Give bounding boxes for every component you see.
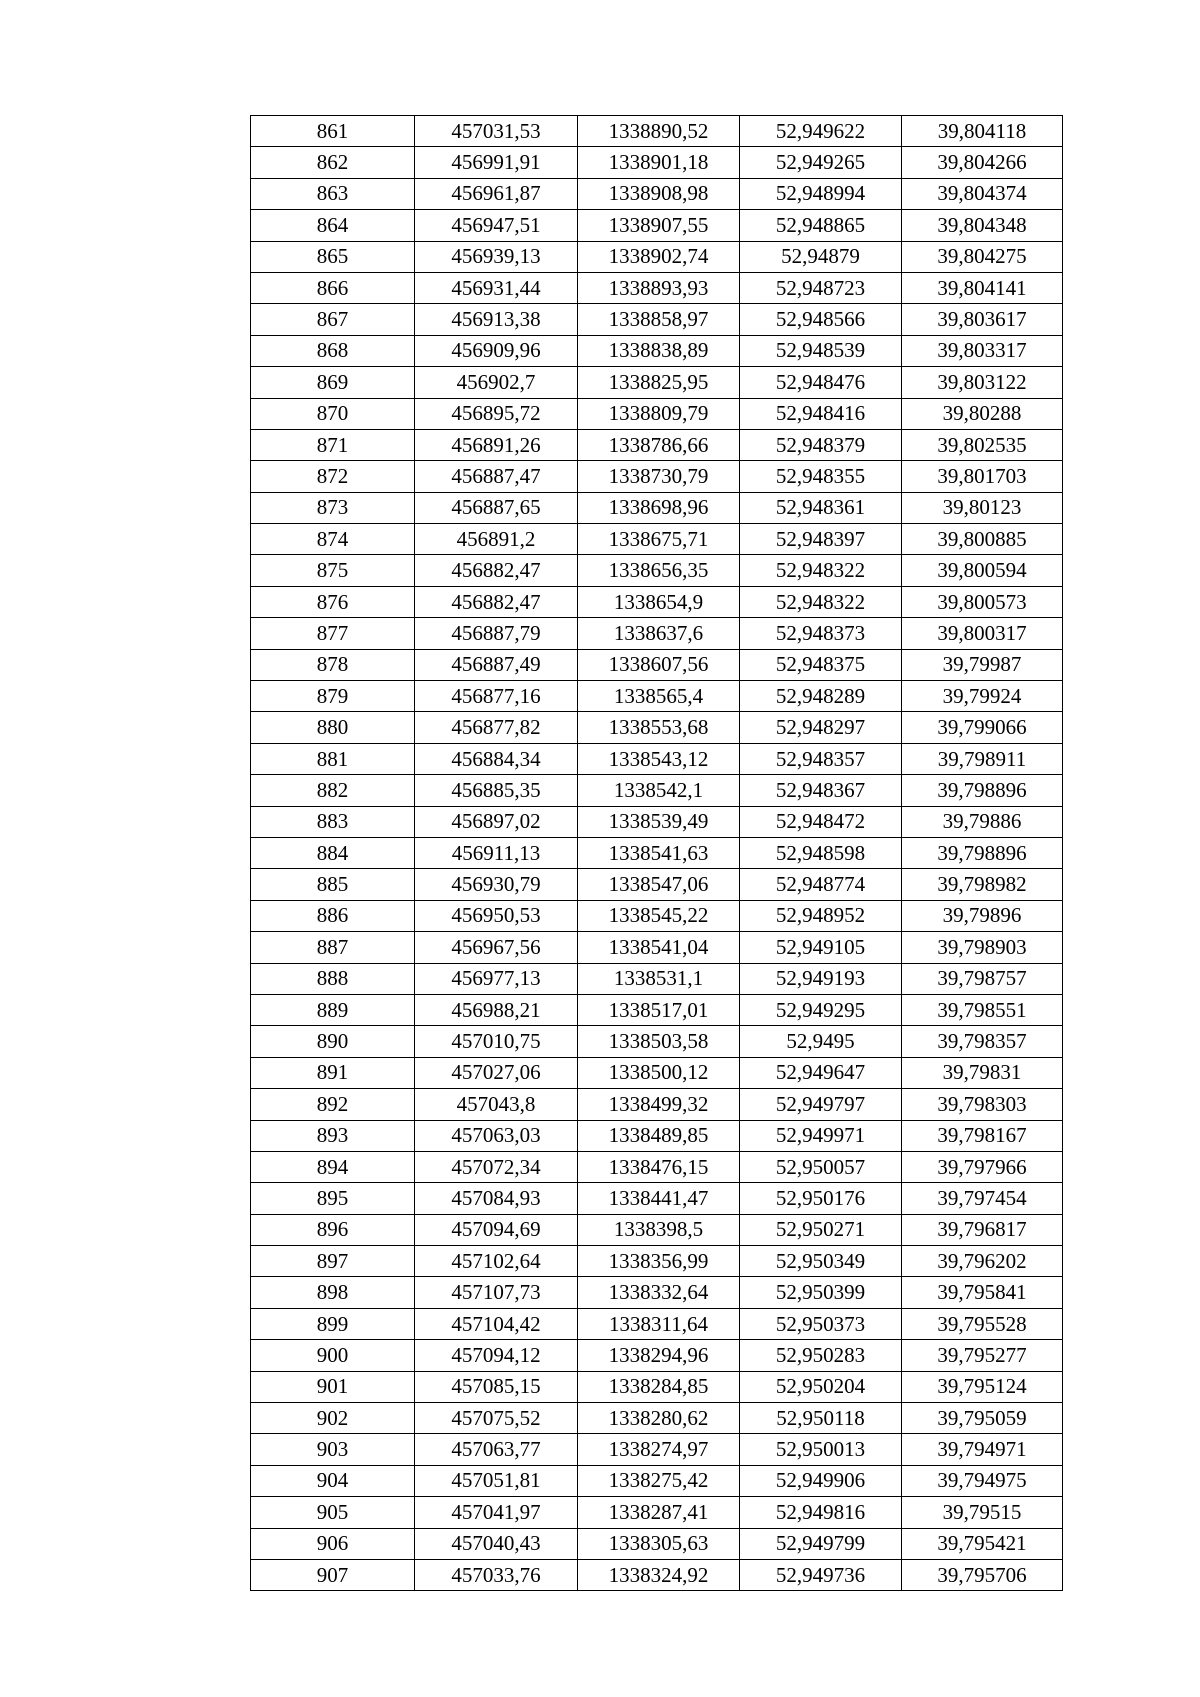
longitude-cell: 39,796817: [902, 1214, 1063, 1245]
latitude-cell: 52,948865: [740, 210, 902, 241]
latitude-cell: 52,9495: [740, 1026, 902, 1057]
x-coordinate-cell: 456930,79: [415, 869, 578, 900]
point-number-cell: 901: [251, 1371, 415, 1402]
longitude-cell: 39,802535: [902, 429, 1063, 460]
point-number-cell: 877: [251, 618, 415, 649]
point-number-cell: 876: [251, 586, 415, 617]
point-number-cell: 866: [251, 272, 415, 303]
x-coordinate-cell: 456902,7: [415, 367, 578, 398]
latitude-cell: 52,950057: [740, 1151, 902, 1182]
latitude-cell: 52,950013: [740, 1434, 902, 1465]
x-coordinate-cell: 456947,51: [415, 210, 578, 241]
y-coordinate-cell: 1338441,47: [578, 1183, 740, 1214]
table-row: [251, 837, 1063, 868]
y-coordinate-cell: 1338890,52: [578, 116, 740, 147]
x-coordinate-cell: 456882,47: [415, 586, 578, 617]
point-number-cell: 905: [251, 1497, 415, 1528]
latitude-cell: 52,94879: [740, 241, 902, 272]
y-coordinate-cell: 1338553,68: [578, 712, 740, 743]
x-coordinate-cell: 457010,75: [415, 1026, 578, 1057]
point-number-cell: 874: [251, 524, 415, 555]
x-coordinate-cell: 457027,06: [415, 1057, 578, 1088]
longitude-cell: 39,79896: [902, 900, 1063, 931]
table-row: [251, 1120, 1063, 1151]
table-row: [251, 1214, 1063, 1245]
point-number-cell: 889: [251, 994, 415, 1025]
longitude-cell: 39,798757: [902, 963, 1063, 994]
table-row: [251, 743, 1063, 774]
x-coordinate-cell: 456887,79: [415, 618, 578, 649]
latitude-cell: 52,948322: [740, 586, 902, 617]
longitude-cell: 39,798551: [902, 994, 1063, 1025]
y-coordinate-cell: 1338324,92: [578, 1559, 740, 1590]
x-coordinate-cell: 456884,34: [415, 743, 578, 774]
table-row: [251, 304, 1063, 335]
y-coordinate-cell: 1338284,85: [578, 1371, 740, 1402]
point-number-cell: 907: [251, 1559, 415, 1590]
longitude-cell: 39,794971: [902, 1434, 1063, 1465]
longitude-cell: 39,795277: [902, 1340, 1063, 1371]
y-coordinate-cell: 1338517,01: [578, 994, 740, 1025]
y-coordinate-cell: 1338545,22: [578, 900, 740, 931]
point-number-cell: 897: [251, 1246, 415, 1277]
point-number-cell: 862: [251, 147, 415, 178]
longitude-cell: 39,804266: [902, 147, 1063, 178]
y-coordinate-cell: 1338637,6: [578, 618, 740, 649]
point-number-cell: 891: [251, 1057, 415, 1088]
longitude-cell: 39,798911: [902, 743, 1063, 774]
table-row: [251, 1371, 1063, 1402]
latitude-cell: 52,948367: [740, 775, 902, 806]
latitude-cell: 52,948397: [740, 524, 902, 555]
longitude-cell: 39,798982: [902, 869, 1063, 900]
latitude-cell: 52,950118: [740, 1403, 902, 1434]
y-coordinate-cell: 1338901,18: [578, 147, 740, 178]
longitude-cell: 39,795841: [902, 1277, 1063, 1308]
y-coordinate-cell: 1338287,41: [578, 1497, 740, 1528]
x-coordinate-cell: 456891,2: [415, 524, 578, 555]
x-coordinate-cell: 456887,49: [415, 649, 578, 680]
latitude-cell: 52,948566: [740, 304, 902, 335]
longitude-cell: 39,797454: [902, 1183, 1063, 1214]
point-number-cell: 900: [251, 1340, 415, 1371]
x-coordinate-cell: 457063,77: [415, 1434, 578, 1465]
table-row: [251, 367, 1063, 398]
table-row: [251, 178, 1063, 209]
y-coordinate-cell: 1338274,97: [578, 1434, 740, 1465]
table-row: [251, 1340, 1063, 1371]
point-number-cell: 886: [251, 900, 415, 931]
latitude-cell: 52,948322: [740, 555, 902, 586]
y-coordinate-cell: 1338398,5: [578, 1214, 740, 1245]
longitude-cell: 39,79924: [902, 681, 1063, 712]
y-coordinate-cell: 1338838,89: [578, 335, 740, 366]
table-row: [251, 272, 1063, 303]
longitude-cell: 39,795528: [902, 1308, 1063, 1339]
x-coordinate-cell: 457094,69: [415, 1214, 578, 1245]
x-coordinate-cell: 457084,93: [415, 1183, 578, 1214]
x-coordinate-cell: 456950,53: [415, 900, 578, 931]
y-coordinate-cell: 1338489,85: [578, 1120, 740, 1151]
table-row: [251, 994, 1063, 1025]
longitude-cell: 39,800573: [902, 586, 1063, 617]
point-number-cell: 879: [251, 681, 415, 712]
longitude-cell: 39,804141: [902, 272, 1063, 303]
y-coordinate-cell: 1338907,55: [578, 210, 740, 241]
x-coordinate-cell: 457072,34: [415, 1151, 578, 1182]
table-row: [251, 335, 1063, 366]
longitude-cell: 39,804374: [902, 178, 1063, 209]
point-number-cell: 863: [251, 178, 415, 209]
latitude-cell: 52,948379: [740, 429, 902, 460]
longitude-cell: 39,803317: [902, 335, 1063, 366]
x-coordinate-cell: 456931,44: [415, 272, 578, 303]
x-coordinate-cell: 457040,43: [415, 1528, 578, 1559]
longitude-cell: 39,79987: [902, 649, 1063, 680]
latitude-cell: 52,950349: [740, 1246, 902, 1277]
latitude-cell: 52,948723: [740, 272, 902, 303]
y-coordinate-cell: 1338607,56: [578, 649, 740, 680]
latitude-cell: 52,948361: [740, 492, 902, 523]
x-coordinate-cell: 457063,03: [415, 1120, 578, 1151]
point-number-cell: 904: [251, 1465, 415, 1496]
latitude-cell: 52,948774: [740, 869, 902, 900]
longitude-cell: 39,80288: [902, 398, 1063, 429]
table-row: [251, 1089, 1063, 1120]
longitude-cell: 39,800594: [902, 555, 1063, 586]
point-number-cell: 880: [251, 712, 415, 743]
point-number-cell: 861: [251, 116, 415, 147]
table-row: [251, 806, 1063, 837]
point-number-cell: 873: [251, 492, 415, 523]
table-row: [251, 116, 1063, 147]
latitude-cell: 52,950271: [740, 1214, 902, 1245]
latitude-cell: 52,949971: [740, 1120, 902, 1151]
x-coordinate-cell: 457104,42: [415, 1308, 578, 1339]
table-row: [251, 900, 1063, 931]
y-coordinate-cell: 1338825,95: [578, 367, 740, 398]
longitude-cell: 39,798903: [902, 932, 1063, 963]
longitude-cell: 39,794975: [902, 1465, 1063, 1496]
x-coordinate-cell: 457033,76: [415, 1559, 578, 1590]
y-coordinate-cell: 1338500,12: [578, 1057, 740, 1088]
point-number-cell: 906: [251, 1528, 415, 1559]
point-number-cell: 867: [251, 304, 415, 335]
point-number-cell: 902: [251, 1403, 415, 1434]
table-row: [251, 712, 1063, 743]
y-coordinate-cell: 1338809,79: [578, 398, 740, 429]
x-coordinate-cell: 457085,15: [415, 1371, 578, 1402]
point-number-cell: 865: [251, 241, 415, 272]
longitude-cell: 39,798167: [902, 1120, 1063, 1151]
latitude-cell: 52,949647: [740, 1057, 902, 1088]
y-coordinate-cell: 1338675,71: [578, 524, 740, 555]
y-coordinate-cell: 1338786,66: [578, 429, 740, 460]
longitude-cell: 39,795421: [902, 1528, 1063, 1559]
x-coordinate-cell: 456885,35: [415, 775, 578, 806]
point-number-cell: 884: [251, 837, 415, 868]
x-coordinate-cell: 456887,65: [415, 492, 578, 523]
latitude-cell: 52,949265: [740, 147, 902, 178]
latitude-cell: 52,948994: [740, 178, 902, 209]
table-row: [251, 210, 1063, 241]
y-coordinate-cell: 1338730,79: [578, 461, 740, 492]
point-number-cell: 870: [251, 398, 415, 429]
table-row: [251, 1026, 1063, 1057]
x-coordinate-cell: 456913,38: [415, 304, 578, 335]
y-coordinate-cell: 1338541,04: [578, 932, 740, 963]
latitude-cell: 52,949622: [740, 116, 902, 147]
x-coordinate-cell: 457094,12: [415, 1340, 578, 1371]
longitude-cell: 39,79831: [902, 1057, 1063, 1088]
longitude-cell: 39,801703: [902, 461, 1063, 492]
y-coordinate-cell: 1338542,1: [578, 775, 740, 806]
table-row: [251, 1246, 1063, 1277]
table-row: [251, 147, 1063, 178]
y-coordinate-cell: 1338565,4: [578, 681, 740, 712]
x-coordinate-cell: 456877,16: [415, 681, 578, 712]
table-row: [251, 1497, 1063, 1528]
table-row: [251, 586, 1063, 617]
table-row: [251, 649, 1063, 680]
latitude-cell: 52,949906: [740, 1465, 902, 1496]
x-coordinate-cell: 456988,21: [415, 994, 578, 1025]
y-coordinate-cell: 1338280,62: [578, 1403, 740, 1434]
x-coordinate-cell: 457031,53: [415, 116, 578, 147]
table-row: [251, 775, 1063, 806]
point-number-cell: 890: [251, 1026, 415, 1057]
table-row: [251, 1308, 1063, 1339]
y-coordinate-cell: 1338539,49: [578, 806, 740, 837]
y-coordinate-cell: 1338503,58: [578, 1026, 740, 1057]
x-coordinate-cell: 457041,97: [415, 1497, 578, 1528]
x-coordinate-cell: 457102,64: [415, 1246, 578, 1277]
latitude-cell: 52,948297: [740, 712, 902, 743]
x-coordinate-cell: 456882,47: [415, 555, 578, 586]
coordinates-table: [250, 115, 1063, 1591]
longitude-cell: 39,804118: [902, 116, 1063, 147]
point-number-cell: 896: [251, 1214, 415, 1245]
table-row: [251, 1277, 1063, 1308]
table-row: [251, 1434, 1063, 1465]
latitude-cell: 52,948373: [740, 618, 902, 649]
y-coordinate-cell: 1338275,42: [578, 1465, 740, 1496]
latitude-cell: 52,949736: [740, 1559, 902, 1590]
longitude-cell: 39,799066: [902, 712, 1063, 743]
x-coordinate-cell: 456967,56: [415, 932, 578, 963]
longitude-cell: 39,804348: [902, 210, 1063, 241]
point-number-cell: 875: [251, 555, 415, 586]
latitude-cell: 52,950176: [740, 1183, 902, 1214]
coordinates-table-body: [251, 116, 1063, 1591]
x-coordinate-cell: 457051,81: [415, 1465, 578, 1496]
point-number-cell: 894: [251, 1151, 415, 1182]
longitude-cell: 39,800885: [902, 524, 1063, 555]
table-row: [251, 555, 1063, 586]
latitude-cell: 52,949816: [740, 1497, 902, 1528]
latitude-cell: 52,948289: [740, 681, 902, 712]
y-coordinate-cell: 1338499,32: [578, 1089, 740, 1120]
longitude-cell: 39,795706: [902, 1559, 1063, 1590]
latitude-cell: 52,949295: [740, 994, 902, 1025]
table-row: [251, 1528, 1063, 1559]
table-row: [251, 398, 1063, 429]
longitude-cell: 39,80123: [902, 492, 1063, 523]
x-coordinate-cell: 456895,72: [415, 398, 578, 429]
latitude-cell: 52,949193: [740, 963, 902, 994]
latitude-cell: 52,948357: [740, 743, 902, 774]
latitude-cell: 52,950204: [740, 1371, 902, 1402]
longitude-cell: 39,798896: [902, 775, 1063, 806]
longitude-cell: 39,803122: [902, 367, 1063, 398]
x-coordinate-cell: 456877,82: [415, 712, 578, 743]
y-coordinate-cell: 1338531,1: [578, 963, 740, 994]
table-row: [251, 932, 1063, 963]
table-row: [251, 681, 1063, 712]
point-number-cell: 881: [251, 743, 415, 774]
y-coordinate-cell: 1338294,96: [578, 1340, 740, 1371]
point-number-cell: 885: [251, 869, 415, 900]
x-coordinate-cell: 456977,13: [415, 963, 578, 994]
x-coordinate-cell: 456939,13: [415, 241, 578, 272]
x-coordinate-cell: 456897,02: [415, 806, 578, 837]
point-number-cell: 903: [251, 1434, 415, 1465]
table-row: [251, 429, 1063, 460]
point-number-cell: 883: [251, 806, 415, 837]
longitude-cell: 39,795124: [902, 1371, 1063, 1402]
table-row: [251, 492, 1063, 523]
latitude-cell: 52,950399: [740, 1277, 902, 1308]
x-coordinate-cell: 456911,13: [415, 837, 578, 868]
latitude-cell: 52,948598: [740, 837, 902, 868]
point-number-cell: 878: [251, 649, 415, 680]
point-number-cell: 892: [251, 1089, 415, 1120]
longitude-cell: 39,800317: [902, 618, 1063, 649]
latitude-cell: 52,949799: [740, 1528, 902, 1559]
point-number-cell: 899: [251, 1308, 415, 1339]
latitude-cell: 52,950373: [740, 1308, 902, 1339]
y-coordinate-cell: 1338902,74: [578, 241, 740, 272]
point-number-cell: 871: [251, 429, 415, 460]
longitude-cell: 39,796202: [902, 1246, 1063, 1277]
latitude-cell: 52,948375: [740, 649, 902, 680]
table-row: [251, 1559, 1063, 1590]
x-coordinate-cell: 457107,73: [415, 1277, 578, 1308]
latitude-cell: 52,948355: [740, 461, 902, 492]
y-coordinate-cell: 1338305,63: [578, 1528, 740, 1559]
latitude-cell: 52,948539: [740, 335, 902, 366]
longitude-cell: 39,798357: [902, 1026, 1063, 1057]
longitude-cell: 39,797966: [902, 1151, 1063, 1182]
point-number-cell: 898: [251, 1277, 415, 1308]
x-coordinate-cell: 457043,8: [415, 1089, 578, 1120]
longitude-cell: 39,798896: [902, 837, 1063, 868]
y-coordinate-cell: 1338311,64: [578, 1308, 740, 1339]
y-coordinate-cell: 1338547,06: [578, 869, 740, 900]
point-number-cell: 872: [251, 461, 415, 492]
x-coordinate-cell: 456909,96: [415, 335, 578, 366]
longitude-cell: 39,798303: [902, 1089, 1063, 1120]
latitude-cell: 52,949797: [740, 1089, 902, 1120]
point-number-cell: 868: [251, 335, 415, 366]
y-coordinate-cell: 1338698,96: [578, 492, 740, 523]
table-row: [251, 618, 1063, 649]
longitude-cell: 39,804275: [902, 241, 1063, 272]
table-row: [251, 1465, 1063, 1496]
point-number-cell: 887: [251, 932, 415, 963]
y-coordinate-cell: 1338656,35: [578, 555, 740, 586]
y-coordinate-cell: 1338893,93: [578, 272, 740, 303]
table-row: [251, 1151, 1063, 1182]
x-coordinate-cell: 456887,47: [415, 461, 578, 492]
y-coordinate-cell: 1338476,15: [578, 1151, 740, 1182]
point-number-cell: 869: [251, 367, 415, 398]
latitude-cell: 52,950283: [740, 1340, 902, 1371]
table-row: [251, 1183, 1063, 1214]
y-coordinate-cell: 1338543,12: [578, 743, 740, 774]
table-row: [251, 524, 1063, 555]
point-number-cell: 888: [251, 963, 415, 994]
latitude-cell: 52,948416: [740, 398, 902, 429]
point-number-cell: 893: [251, 1120, 415, 1151]
y-coordinate-cell: 1338332,64: [578, 1277, 740, 1308]
y-coordinate-cell: 1338541,63: [578, 837, 740, 868]
table-row: [251, 963, 1063, 994]
y-coordinate-cell: 1338908,98: [578, 178, 740, 209]
table-row: [251, 241, 1063, 272]
table-row: [251, 1057, 1063, 1088]
y-coordinate-cell: 1338654,9: [578, 586, 740, 617]
y-coordinate-cell: 1338858,97: [578, 304, 740, 335]
table-row: [251, 461, 1063, 492]
point-number-cell: 864: [251, 210, 415, 241]
table-row: [251, 869, 1063, 900]
longitude-cell: 39,795059: [902, 1403, 1063, 1434]
longitude-cell: 39,79515: [902, 1497, 1063, 1528]
x-coordinate-cell: 456961,87: [415, 178, 578, 209]
point-number-cell: 895: [251, 1183, 415, 1214]
latitude-cell: 52,948472: [740, 806, 902, 837]
x-coordinate-cell: 456991,91: [415, 147, 578, 178]
latitude-cell: 52,948952: [740, 900, 902, 931]
x-coordinate-cell: 456891,26: [415, 429, 578, 460]
latitude-cell: 52,949105: [740, 932, 902, 963]
y-coordinate-cell: 1338356,99: [578, 1246, 740, 1277]
x-coordinate-cell: 457075,52: [415, 1403, 578, 1434]
point-number-cell: 882: [251, 775, 415, 806]
longitude-cell: 39,803617: [902, 304, 1063, 335]
table-row: [251, 1403, 1063, 1434]
longitude-cell: 39,79886: [902, 806, 1063, 837]
latitude-cell: 52,948476: [740, 367, 902, 398]
